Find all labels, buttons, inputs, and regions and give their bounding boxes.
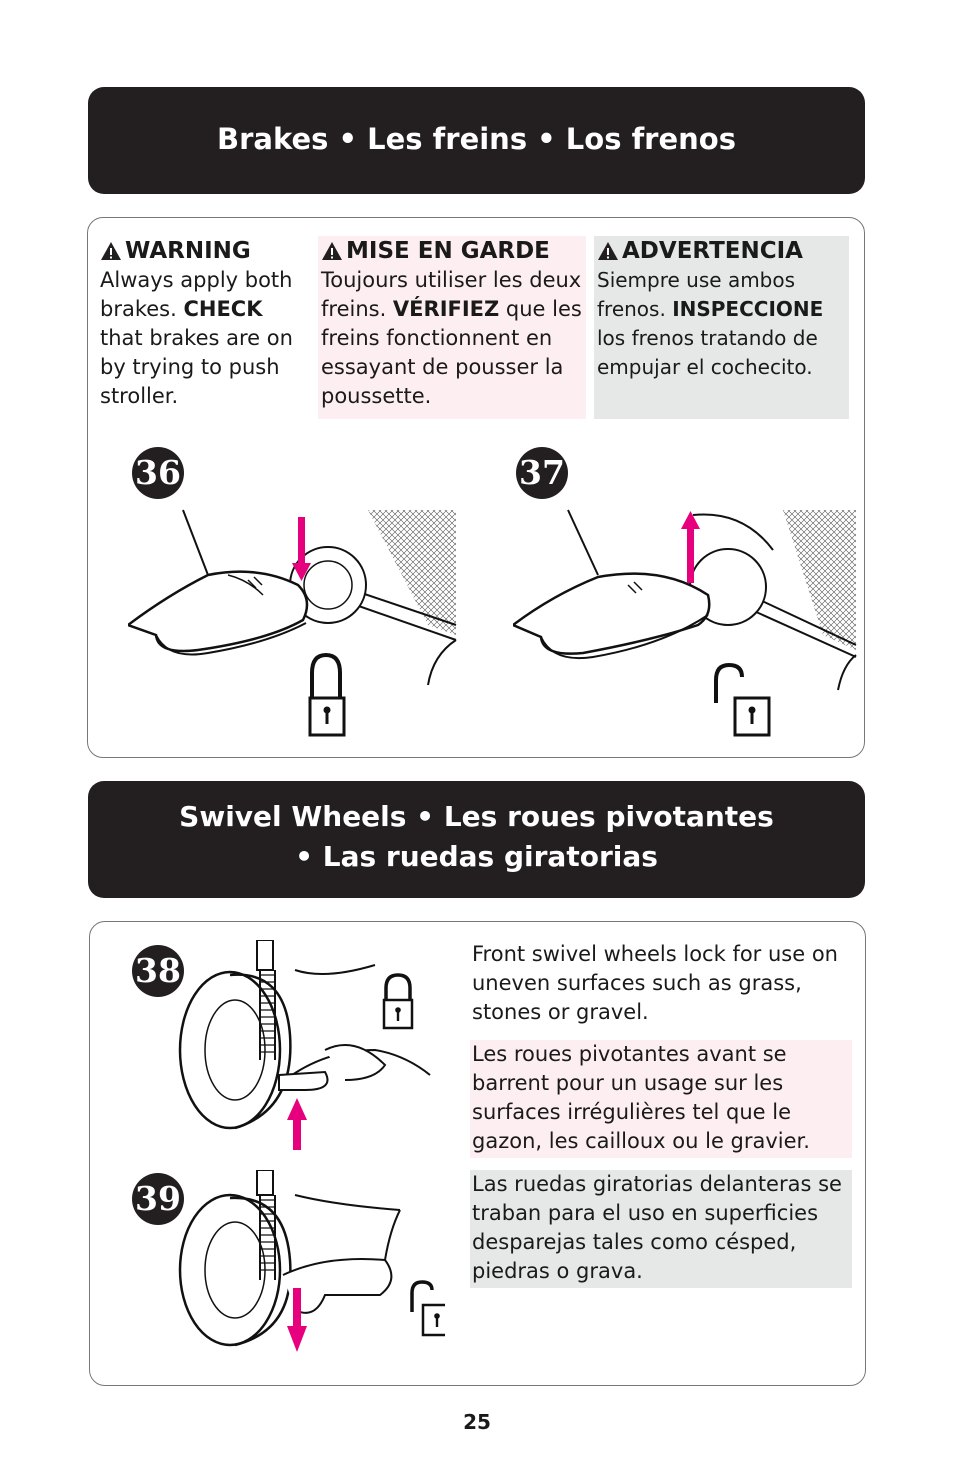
brakes-section-title: Brakes • Les freins • Los frenos	[88, 87, 865, 194]
warning-heading: MISE EN GARDE	[321, 236, 586, 266]
warning-spanish	[594, 236, 849, 419]
warning-text: Siempre use ambos frenos. INSPECCIONE los frenos tratando de empujar el cochecito.	[597, 268, 824, 379]
swivel-text-english: Front swivel wheels lock for use on uneven surfaces such as grass, stones or gravel.	[472, 942, 838, 1024]
warning-triangle-icon	[321, 241, 343, 261]
swivel-title-line-2: • Las ruedas giratorias	[295, 840, 658, 873]
brake-lock-illustration	[128, 505, 458, 745]
warning-text: Toujours utiliser les deux freins. VÉRIFIEZ que les freins fonctionnent en essayant de pousser la poussette.	[321, 268, 582, 408]
brake-unlock-illustration	[513, 505, 858, 745]
swivel-lock-illustration	[175, 940, 435, 1155]
step-number-39: 39	[132, 1173, 184, 1225]
swivel-text-spanish: Las ruedas giratorias delanteras se traban para el uso en superficies desparejas tales como césped, piedras o grava.	[470, 1170, 852, 1288]
warning-triangle-icon	[597, 241, 619, 261]
swivel-unlock-illustration	[175, 1170, 445, 1360]
warning-heading: ADVERTENCIA	[597, 236, 849, 266]
warning-english	[97, 236, 305, 419]
warning-triangle-icon	[100, 241, 122, 261]
swivel-title-line-1: Swivel Wheels • Les roues pivotantes	[179, 800, 774, 833]
step-number-37: 37	[516, 447, 568, 499]
warning-heading: WARNING	[100, 236, 305, 266]
warning-french	[318, 236, 586, 419]
step-number-38: 38	[132, 945, 184, 997]
swivel-section-title	[88, 781, 865, 898]
step-number-36: 36	[132, 447, 184, 499]
page-number: 25	[463, 1410, 491, 1434]
warning-text: Always apply both brakes. CHECK that brakes are on by trying to push stroller.	[100, 268, 293, 408]
swivel-text-french: Les roues pivotantes avant se barrent pour un usage sur les surfaces irrégulières tel que le gazon, les cailloux ou le gravier.	[470, 1040, 852, 1158]
